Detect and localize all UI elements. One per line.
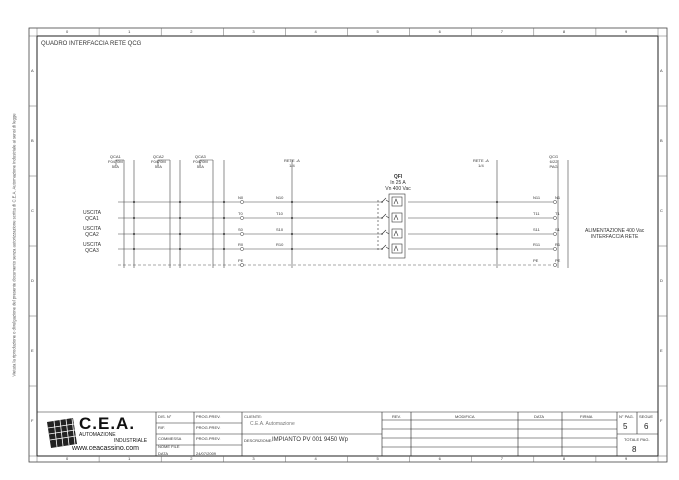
row-label: D [31, 278, 34, 283]
data-value: 24/07/2009 [196, 451, 217, 456]
totale-label: TOTALE PAG. [624, 437, 650, 442]
feed-line2: INTERFACCIA RETE [590, 234, 639, 240]
segue-value: 6 [644, 422, 649, 431]
wire-label-right-pe: PE [533, 258, 539, 263]
inner-frame [37, 36, 658, 456]
ref-rete-a-left [284, 158, 300, 168]
conductors [118, 202, 553, 249]
output-qca2 [83, 226, 101, 238]
column-label: 6 [438, 456, 441, 461]
ref-rete-a-right [473, 158, 489, 168]
ref-qcg [549, 154, 558, 169]
output-line1: USCITA [83, 242, 101, 248]
wire-label-right-r: R11 [533, 242, 541, 247]
breaker-type: F0470M [108, 159, 123, 164]
terminal-right-t: T1 [555, 211, 560, 216]
output-line2: QCA3 [85, 248, 99, 254]
row-label: F [31, 418, 34, 423]
terminal-left-s: S0 [238, 227, 243, 232]
qfi-label [381, 174, 415, 192]
output-line2: QCA2 [85, 232, 99, 238]
column-label: 2 [190, 456, 193, 461]
data2-label: DATA [534, 414, 545, 419]
row-label: E [660, 348, 663, 353]
row-label: C [31, 208, 34, 213]
column-label: 9 [624, 456, 628, 461]
column-label: 7 [500, 456, 503, 461]
wire-label-left-s: S10 [276, 227, 284, 232]
breaker-rating: 50A [111, 164, 119, 169]
column-label: 3 [252, 456, 255, 461]
column-label: 5 [376, 456, 379, 461]
wire-label-left-t: T10 [276, 211, 283, 216]
qfi-contacts [381, 201, 383, 250]
descrizione-value: IMPIANTO PV 001 9450 Wp [272, 437, 348, 443]
column-label: 5 [376, 29, 379, 34]
output-line2: QCA1 [85, 216, 99, 222]
output-qca1 [83, 210, 101, 222]
terminal-right-pe: PE [555, 258, 561, 263]
terminal-left-pe: PE [238, 258, 244, 263]
totale-value: 8 [632, 445, 637, 454]
column-label: 0 [66, 456, 69, 461]
output-qca3 [83, 242, 101, 254]
output-line1: USCITA [83, 226, 101, 232]
wire-label-right-n: N11 [533, 195, 541, 200]
cliente-value: C.E.A. Automazione [250, 421, 295, 427]
dis-label: DIS. N° [158, 414, 172, 419]
data-label: DATA [158, 451, 169, 456]
breaker-qca3-label [193, 154, 208, 169]
rif-label: RIF. [158, 425, 166, 430]
dis-value: PROG.PREV. [196, 414, 221, 419]
column-label: 7 [500, 29, 503, 34]
row-label: B [660, 138, 663, 143]
row-label: C [660, 208, 663, 213]
breaker-type: F0470M [151, 159, 166, 164]
breaker-rating: 50A [196, 164, 204, 169]
rif-value: PROG.PREV. [196, 425, 221, 430]
breaker-id: QCA1 [109, 154, 121, 159]
column-label: 9 [624, 29, 628, 34]
ref-text: QCG [549, 154, 559, 159]
breaker-drops [116, 160, 568, 268]
wire-label-left-n: N10 [276, 195, 284, 200]
column-label: 8 [562, 29, 566, 34]
ref-sub: 1/4 [478, 163, 484, 168]
wire-label-left-r: R10 [276, 242, 284, 247]
cliente-label: CLIENTE: [244, 414, 263, 419]
nome-file-label: NOME FILE [158, 444, 180, 449]
terminal-left-t: T0 [238, 211, 243, 216]
logo-sub1: AUTOMAZIONE [79, 432, 116, 438]
column-label: 2 [190, 29, 193, 34]
column-label: 1 [128, 456, 131, 461]
column-label: 8 [562, 456, 566, 461]
qfi-in: In 25 A [390, 180, 406, 186]
row-label: D [660, 278, 663, 283]
qfi-name: QFI [393, 174, 403, 180]
feed-label [585, 228, 644, 240]
breaker-id: QCA3 [194, 154, 206, 159]
sheet-title: QUADRO INTERFACCIA RETE QCG [41, 41, 142, 47]
row-label: A [660, 68, 663, 73]
pag-label: N° PAG. [619, 414, 634, 419]
rev-label: REV. [392, 414, 401, 419]
descrizione-label: DESCRIZIONE: [244, 438, 273, 443]
output-line1: USCITA [83, 210, 101, 216]
firma-label: FIRMA [580, 414, 593, 419]
wire-label-right-s: S11 [533, 227, 540, 232]
modifica-label: MODIFICA [455, 414, 475, 419]
ref-text: RETE -A [473, 158, 489, 163]
side-note-text: Vietata la riproduzione o divulgazione del presente documento senza autorizzazione scritta di C.E.A. Automazione Industriale ai sensi di legge [11, 113, 17, 377]
terminal-right-s: S1 [555, 227, 560, 232]
column-label: 3 [252, 29, 255, 34]
row-label: A [31, 68, 34, 73]
commessa-value: PROG.PREV. [196, 436, 221, 441]
segue-label: SEGUE [639, 414, 654, 419]
breaker-rating: 50A [154, 164, 162, 169]
breaker-qca1-label [108, 154, 123, 169]
breaker-id: QCA2 [152, 154, 164, 159]
logo-sub2: INDUSTRIALE [114, 438, 148, 444]
feed-line1: ALIMENTAZIONE 400 Vac [585, 228, 645, 234]
junction-dots [133, 201, 498, 250]
breaker-type: F0470M [193, 159, 208, 164]
column-label: 0 [66, 29, 69, 34]
column-label: 4 [314, 29, 317, 34]
row-label: F [660, 418, 663, 423]
outer-frame [29, 28, 667, 462]
logo-name: C.E.A. [79, 414, 136, 433]
terminal-left-r: R0 [238, 242, 244, 247]
breaker-qca2-label [151, 154, 166, 169]
ref-text: RETE -A [284, 158, 300, 163]
qfi-vn: Vn 400 Vac [385, 186, 411, 192]
wire-label-right-t: T11 [533, 211, 540, 216]
row-label: B [31, 138, 34, 143]
column-label: 1 [128, 29, 131, 34]
column-label: 6 [438, 29, 441, 34]
row-label: E [31, 348, 34, 353]
column-label: 4 [314, 456, 317, 461]
pag-value: 5 [623, 422, 628, 431]
ref-sub: 6/22 [549, 159, 558, 164]
terminal-right-r: R1 [555, 242, 561, 247]
terminal-right-n: N1 [555, 195, 561, 200]
cea-logo [44, 414, 157, 456]
ref-sub: 1/4 [289, 163, 295, 168]
commessa-label: COMMESSA [158, 436, 182, 441]
ref-sub2: PAG [549, 164, 558, 169]
logo-web: www.ceacassino.com [72, 445, 139, 452]
terminal-left-n: N0 [238, 195, 244, 200]
